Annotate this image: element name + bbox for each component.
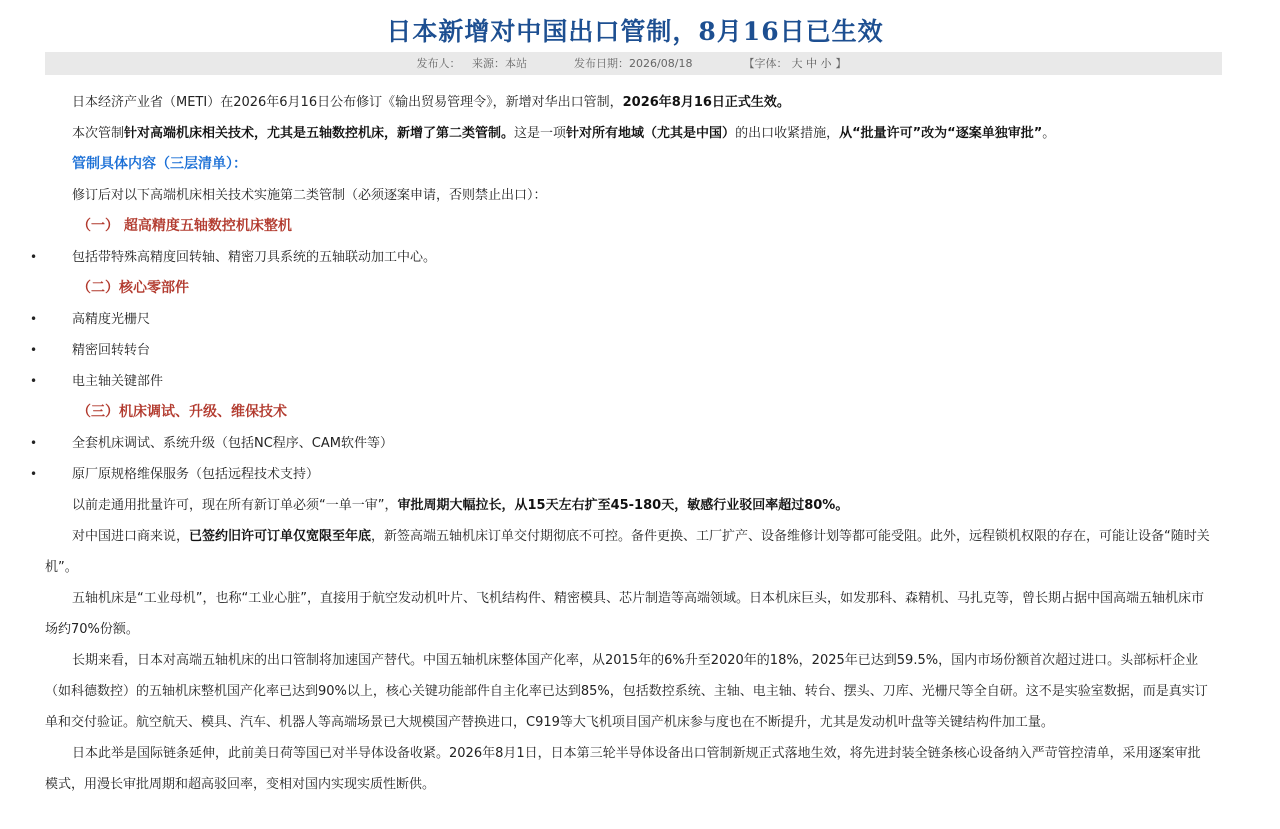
article-meta-bar (45, 52, 1222, 75)
section-heading (0, 149, 1280, 180)
publisher-label: 发布人： (416, 57, 461, 70)
intro-text: 修订后对以下高端机床相关技术实施第二类管制（必须逐案申请，否则禁止出口）： (72, 188, 547, 203)
font-size-suffix: 】 (835, 57, 847, 70)
category-1-heading: （一） 超高精度五轴数控机床整机 (77, 218, 292, 234)
intro-paragraph (0, 180, 1280, 211)
p1-bold: 2026年8月16日正式生效。 (622, 95, 790, 110)
font-medium-link[interactable]: 中 (805, 57, 817, 70)
article-title: 日本新增对中国出口管制，8月16日已生效 (386, 17, 884, 46)
p4-text-a: 对中国进口商来说， (72, 529, 190, 544)
p2-text-c: 这是一项 (514, 126, 567, 141)
paragraph-5: 五轴机床是“工业母机”，也称“工业心脏”，直接用于航空发动机叶片、飞机结构件、精密模具、芯片制造等高端领域。日本机床巨头，如发那科、森精机、马扎克等，曾长期占据中国高端五轴机床市场约70%份额。 (45, 591, 1204, 637)
paragraph-6: 长期来看，日本对高端五轴机床的出口管制将加速国产替代。中国五轴机床整体国产化率，从2015年的6%升至2020年的18%，2025年已达到59.5%，国内市场份额首次超过进口。头部标杆企业（如科德数控）的五轴机床整机国产化率已达到90%以上，核心关键功能部件自主化率已达到85%，包括数控系统、主轴、电主轴、转台、摆头、刀库、光栅尺等全自研。这不是实验室数据，而是真实订单和交付验证。航空航天、模具、汽车、机器人等高端场景已大规模国产替换进口，C919等大飞机项目国产机床参与度也在不断提升，尤其是发动机叶盘等关键结构件加工量。 (45, 653, 1208, 730)
p2-text-g: 。 (1042, 126, 1056, 141)
list-item: • 高精度光栅尺 (0, 304, 1280, 335)
list-item: • 电主轴关键部件 (0, 366, 1280, 397)
publish-date: 发布日期：2026/08/18 (574, 57, 693, 70)
p2-bold-f: 从“批量许可”改为“逐案单独审批” (839, 126, 1043, 141)
article-body (0, 87, 1280, 800)
list-item: • 原厂原规格维保服务（包括远程技术支持） (0, 459, 1280, 490)
source-label: 来源：本站 (472, 57, 528, 70)
p3-bold: 审批周期大幅拉长，从15天左右扩至45-180天，敏感行业驳回率超过80%。 (397, 498, 849, 513)
p2-bold-b: 针对高端机床相关技术，尤其是五轴数控机床，新增了第二类管制。 (124, 126, 515, 141)
font-size-prefix: 【字体： (743, 57, 788, 70)
paragraph-1 (0, 87, 1280, 118)
p4-bold: 已签约旧许可订单仅宽限至年底 (189, 529, 372, 544)
font-size-control (739, 57, 850, 70)
list-item: • 包括带特殊高精度回转轴、精密刀具系统的五轴联动加工中心。 (0, 242, 1280, 273)
p2-bold-d: 针对所有地域（尤其是中国） (566, 126, 736, 141)
p2-text-a: 本次管制 (72, 126, 125, 141)
category-2-heading: （二）核心零部件 (77, 280, 189, 296)
list-item: • 全套机床调试、系统升级（包括NC程序、CAM软件等） (0, 428, 1280, 459)
p1-text: 日本经济产业省（METI）在2026年6月16日公布修订《输出贸易管理令》，新增对华出口管制， (72, 95, 623, 110)
paragraph-4 (0, 521, 1280, 583)
p4-text-c: ，新签高端五轴机床订单交付期彻底不可控。备件更换、工厂扩产、设备维修计划等都可能受阻。此外，远程锁机权限的存在，可能让设备“随时关机”。 (45, 529, 1210, 575)
paragraph-7: 日本此举是国际链条延伸，此前美日荷等国已对半导体设备收紧。2026年8月1日，日本第三轮半导体设备出口管制新规正式落地生效，将先进封装全链条核心设备纳入严苛管控清单，采用逐案审批模式，用漫长审批周期和超高驳回率，变相对国内实现实质性断供。 (45, 746, 1201, 792)
font-small-link[interactable]: 小 (820, 57, 832, 70)
section-heading-text: 管制具体内容（三层清单）： (72, 156, 247, 172)
list-item: • 精密回转转台 (0, 335, 1280, 366)
paragraph-2 (0, 118, 1280, 149)
category-3-heading: （三）机床调试、升级、维保技术 (77, 404, 287, 420)
p3-text: 以前走通用批量许可，现在所有新订单必须“一单一审”， (72, 498, 398, 513)
paragraph-3 (0, 490, 1280, 521)
p2-text-e: 的出口收紧措施， (735, 126, 840, 141)
font-large-link[interactable]: 大 (791, 57, 803, 70)
